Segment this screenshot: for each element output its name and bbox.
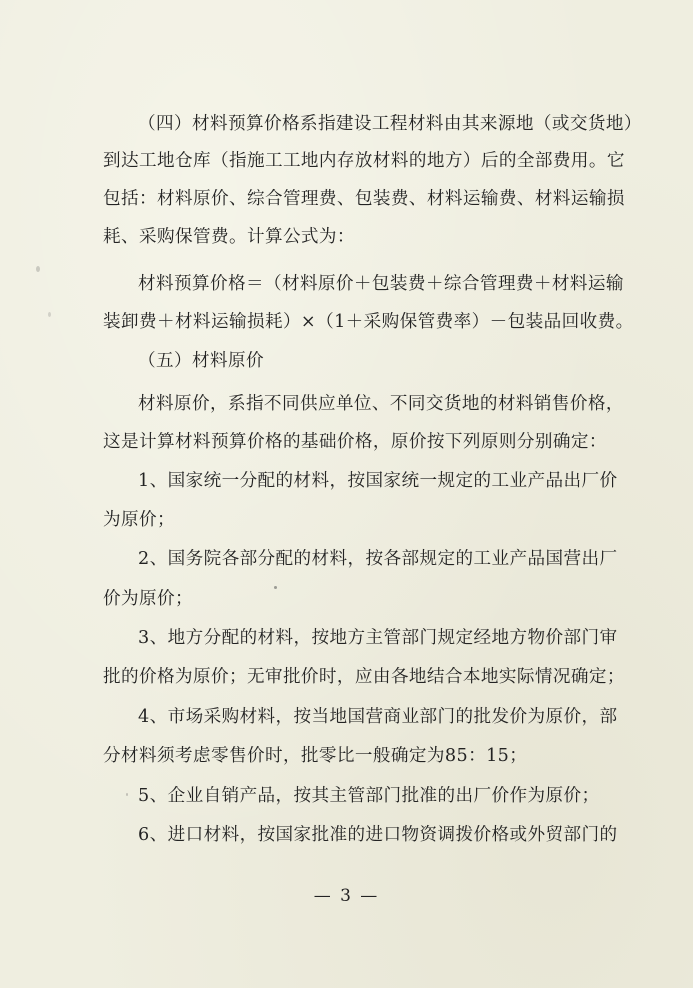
- text-line: 4、市场采购材料，按当地国营商业部门的批发价为原价，部: [138, 707, 618, 727]
- text-line: 价为原价；: [103, 589, 193, 609]
- text-line: 6、进口材料，按国家批准的进口物资调拨价格或外贸部门的: [138, 825, 618, 845]
- text-line: 为原价；: [103, 510, 175, 530]
- section-heading: （五）材料原价: [138, 351, 264, 371]
- text-line: 2、国务院各部分配的材料，按各部规定的工业产品国营出厂: [138, 549, 618, 569]
- text-line: 材料原价，系指不同供应单位、不同交货地的材料销售价格，: [138, 394, 624, 414]
- text-line: 3、地方分配的材料，按地方主管部门规定经地方物价部门审: [138, 628, 618, 648]
- text-line: （四）材料预算价格系指建设工程材料由其来源地（或交货地）: [138, 114, 642, 134]
- text-line: 1、国家统一分配的材料，按国家统一规定的工业产品出厂价: [138, 471, 618, 491]
- text-line: 耗、采购保管费。计算公式为：: [103, 227, 355, 247]
- page-number: — 3 —: [313, 886, 380, 906]
- text-line: 这是计算材料预算价格的基础价格，原价按下列原则分别确定：: [103, 432, 607, 452]
- text-line: 到达工地仓库（指施工工地内存放材料的地方）后的全部费用。它: [103, 151, 625, 171]
- text-line: 批的价格为原价；无审批价时，应由各地结合本地实际情况确定；: [103, 667, 625, 687]
- text-line: 分材料须考虑零售价时，批零比一般确定为85：15；: [103, 746, 528, 766]
- scan-speck: [274, 586, 277, 589]
- scan-speck: [36, 266, 40, 272]
- scan-speck: [48, 312, 51, 317]
- text-line: 5、企业自销产品，按其主管部门批准的出厂价作为原价；: [138, 786, 600, 806]
- text-line: 装卸费＋材料运输损耗）×（1＋采购保管费率）－包装品回收费。: [103, 312, 634, 332]
- text-line: 包括：材料原价、综合管理费、包装费、材料运输费、材料运输损: [103, 189, 625, 209]
- scan-speck: [126, 793, 128, 796]
- text-line: 材料预算价格＝（材料原价＋包装费＋综合管理费＋材料运输: [138, 274, 624, 294]
